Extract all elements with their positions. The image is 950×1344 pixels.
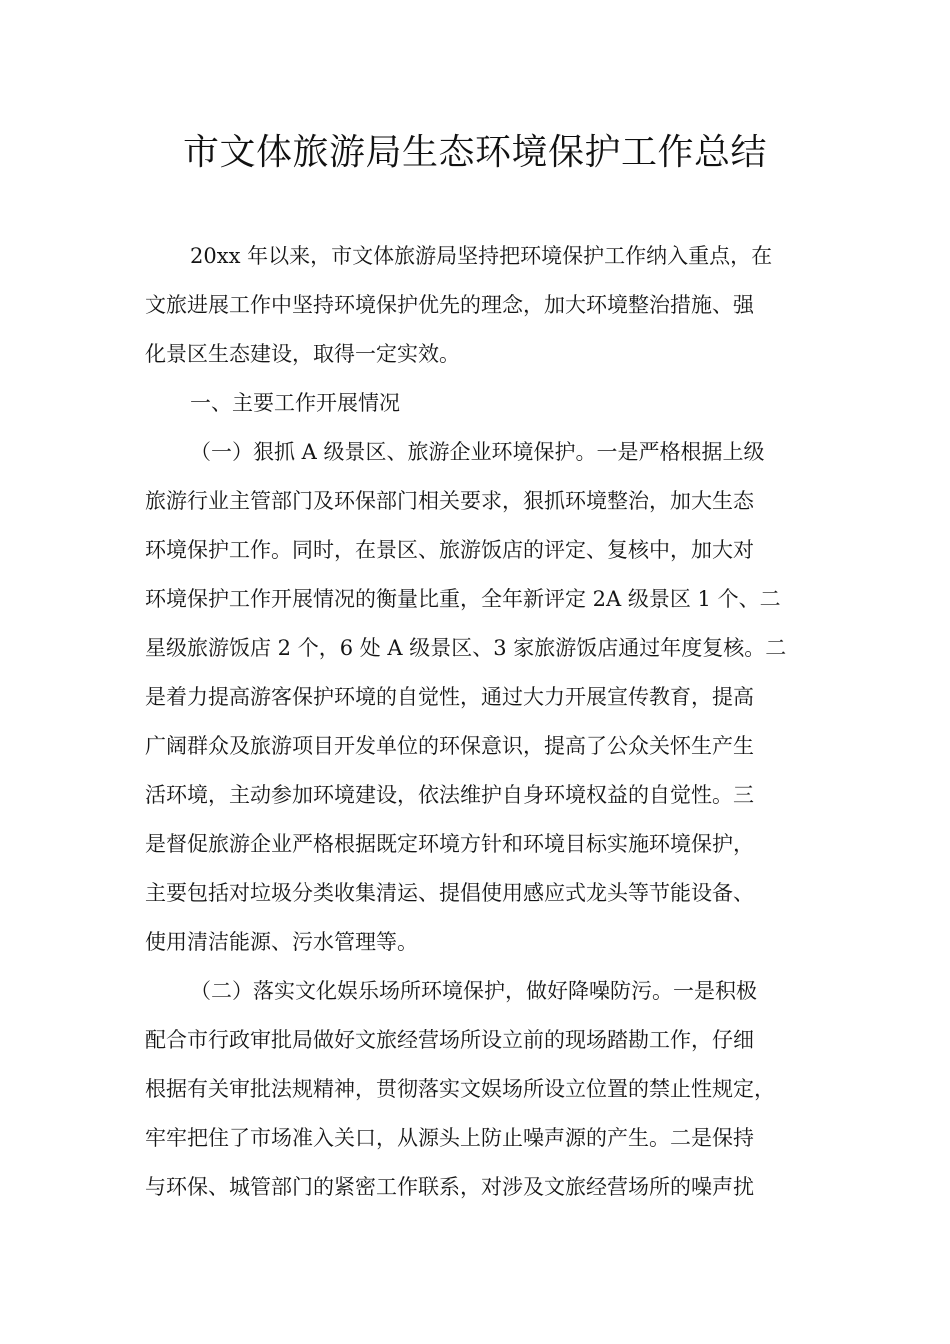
text-line: 是督促旅游企业严格根据既定环境方针和环境目标实施环境保护， xyxy=(145,832,754,856)
text-line: 配合市行政审批局做好文旅经营场所设立前的现场踏勘工作，仔细 xyxy=(145,1028,754,1052)
text-line: 是着力提高游客保护环境的自觉性，通过大力开展宣传教育，提高 xyxy=(145,685,754,709)
paragraph-section-2 xyxy=(145,967,825,1212)
text-line: 环境保护工作开展情况的衡量比重，全年新评定 2A 级景区 1 个、二 xyxy=(145,587,781,611)
text-line: 化景区生态建设，取得一定实效。 xyxy=(145,342,460,366)
text-line: （二）落实文化娱乐场所环境保护，做好降噪防污。一是积极 xyxy=(190,979,757,1003)
text-line: 星级旅游饭店 2 个，6 处 A 级景区、3 家旅游饭店通过年度复核。二 xyxy=(145,636,787,660)
text-line: 与环保、城管部门的紧密工作联系，对涉及文旅经营场所的噪声扰 xyxy=(145,1175,754,1199)
document-body xyxy=(145,232,825,1212)
paragraph-intro xyxy=(145,232,825,379)
section-heading xyxy=(145,379,825,428)
document-title: 市文体旅游局生态环境保护工作总结 xyxy=(182,132,767,173)
text-line: 活环境，主动参加环境建设，依法维护自身环境权益的自觉性。三 xyxy=(145,783,754,807)
text-line: 旅游行业主管部门及环保部门相关要求，狠抓环境整治，加大生态 xyxy=(145,489,754,513)
text-line: 20xx 年以来，市文体旅游局坚持把环境保护工作纳入重点，在 xyxy=(190,244,773,268)
text-line: 根据有关审批法规精神，贯彻落实文娱场所设立位置的禁止性规定， xyxy=(145,1077,775,1101)
text-line: 广阔群众及旅游项目开发单位的环保意识，提高了公众关怀生产生 xyxy=(145,734,754,758)
text-line: 文旅进展工作中坚持环境保护优先的理念，加大环境整治措施、强 xyxy=(145,293,754,317)
text-line: （一）狠抓 A 级景区、旅游企业环境保护。一是严格根据上级 xyxy=(190,440,765,464)
text-line: 环境保护工作。同时，在景区、旅游饭店的评定、复核中，加大对 xyxy=(145,538,754,562)
text-line: 一、主要工作开展情况 xyxy=(190,391,400,415)
text-line: 使用清洁能源、污水管理等。 xyxy=(145,930,418,954)
text-line: 牢牢把住了市场准入关口，从源头上防止噪声源的产生。二是保持 xyxy=(145,1126,754,1150)
text-line: 主要包括对垃圾分类收集清运、提倡使用感应式龙头等节能设备、 xyxy=(145,881,754,905)
paragraph-section-1 xyxy=(145,428,825,967)
